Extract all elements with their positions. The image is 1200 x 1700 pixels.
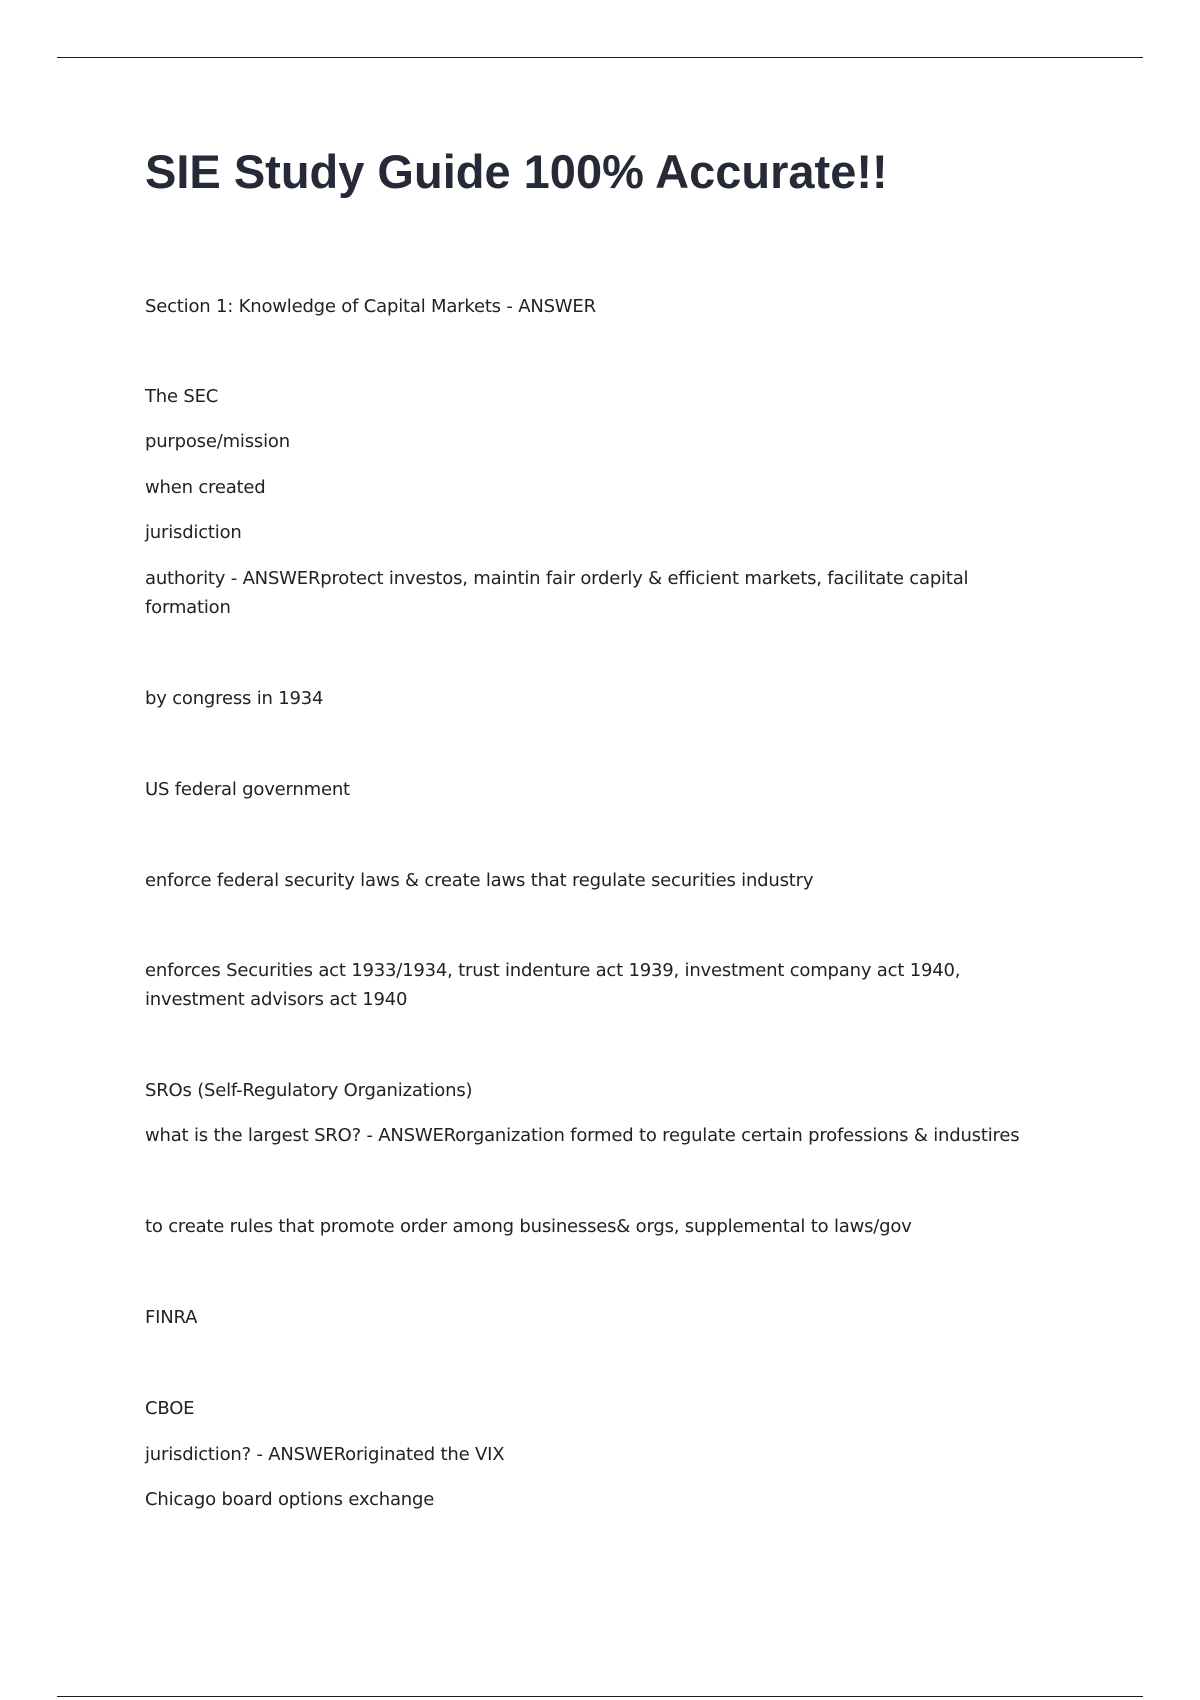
text-line: Section 1: Knowledge of Capital Markets - ANSWER — [145, 296, 596, 317]
text-line: CBOE — [145, 1398, 195, 1419]
header-rule — [57, 57, 1143, 58]
text-line: what is the largest SRO? - ANSWERorganization formed to regulate certain professions & industires — [145, 1125, 1020, 1146]
text-line: jurisdiction — [145, 522, 242, 543]
text-line: The SEC — [145, 386, 219, 407]
text-line: purpose/mission — [145, 431, 290, 452]
text-line: jurisdiction? - ANSWERoriginated the VIX — [145, 1444, 505, 1465]
text-line: enforce federal security laws & create laws that regulate securities industry — [145, 870, 814, 891]
text-line: US federal government — [145, 779, 350, 800]
text-line: when created — [145, 477, 266, 498]
text-line: SROs (Self-Regulatory Organizations) — [145, 1080, 473, 1101]
document-title: SIE Study Guide 100% Accurate!! — [145, 145, 888, 198]
text-line: Chicago board options exchange — [145, 1489, 435, 1510]
footer-rule — [57, 1696, 1143, 1697]
text-line: FINRA — [145, 1307, 198, 1328]
text-line: by congress in 1934 — [145, 688, 324, 709]
text-line: to create rules that promote order among businesses& orgs, supplemental to laws/gov — [145, 1216, 912, 1237]
text-line: enforces Securities act 1933/1934, trust indenture act 1939, investment company act 1940, investment advisors act 1940 — [145, 960, 961, 1010]
text-line: authority - ANSWERprotect investos, maintin fair orderly & efficient markets, facilitate capital formation — [145, 568, 969, 618]
